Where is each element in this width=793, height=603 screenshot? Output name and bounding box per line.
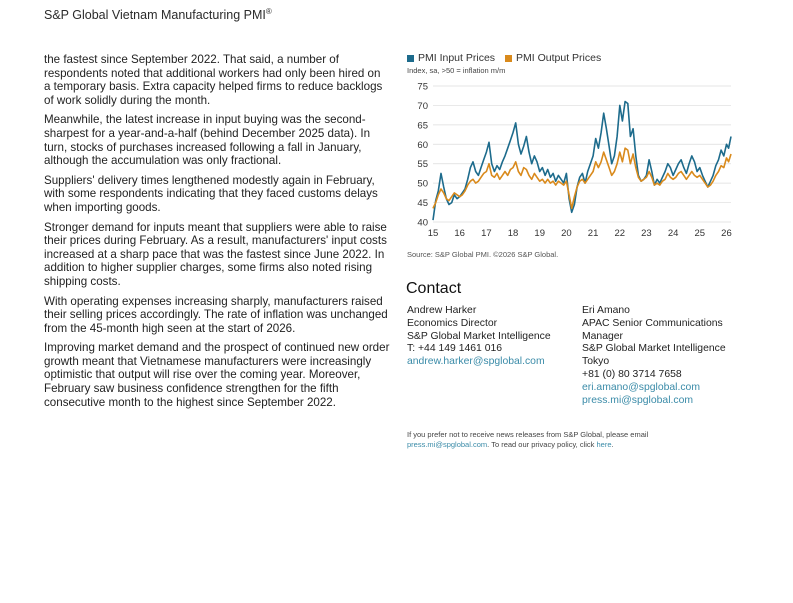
registered-mark: ® (265, 7, 272, 16)
legend-swatch-output (505, 55, 512, 62)
x-tick-label: 24 (667, 228, 679, 239)
x-tick-label: 18 (507, 228, 519, 239)
contact-company: S&P Global Market Intelligence (582, 343, 726, 355)
x-tick-label: 22 (614, 228, 626, 239)
series-line-output-prices (433, 148, 731, 208)
legend-label-output: PMI Output Prices (516, 52, 602, 64)
contact-name: Andrew Harker (407, 305, 477, 316)
chart-source: Source: S&P Global PMI. ©2026 S&P Global. (407, 250, 559, 259)
footnote-text-mid: . To read our privacy policy, click (487, 439, 597, 449)
contact-company: S&P Global Market Intelligence (407, 330, 551, 342)
y-axis-ticks (417, 82, 428, 229)
contact-person-amano (582, 305, 752, 407)
x-tick-label: 16 (454, 228, 465, 239)
legend-swatch-input (407, 55, 414, 62)
y-tick-label: 65 (417, 120, 428, 132)
contact-title-cont: Manager (582, 330, 624, 342)
footnote-email-link[interactable]: press.mi@spglobal.com (407, 439, 488, 449)
x-tick-label: 15 (427, 228, 439, 239)
contact-title: APAC Senior Communications (582, 317, 723, 329)
paragraph: Improving market demand and the prospect of continued new order growth meant that Vietnamese manufacturers were increasingly optimistic that output will rise over the coming year. Moreover, February saw business confidence strengthen for the fifth consecutive month to the highest since September 2022. (44, 341, 390, 409)
x-tick-label: 23 (641, 228, 652, 239)
legend-label-input: PMI Input Prices (418, 52, 496, 64)
y-tick-label: 75 (417, 81, 428, 93)
page-title-text: S&P Global Vietnam Manufacturing PMI (44, 8, 266, 23)
contact-person-harker (407, 305, 577, 369)
x-tick-label: 26 (721, 228, 732, 239)
privacy-policy-link[interactable]: here (596, 439, 612, 449)
paragraph: the fastest since September 2022. That said, a number of respondents noted that additional workers had only been hired on a temporary basis. Extra capacity helped firms to reduce backlogs of work solidly during the month. (44, 53, 383, 107)
paragraph: With operating expenses increasing sharply, manufacturers raised their selling prices accordingly. The rate of inflation was unchanged from the 45-month high seen at the start of 2026. (44, 294, 388, 335)
contact-city: Tokyo (582, 356, 610, 368)
y-tick-label: 60 (417, 139, 428, 151)
paragraph: Suppliers' delivery times lengthened modestly again in February, with some respondents indicating that they faced customs delays when importing goods. (44, 173, 378, 214)
chart-legend (407, 52, 601, 64)
contact-name: Eri Amano (582, 305, 630, 316)
price-index-chart (400, 76, 745, 246)
x-tick-label: 25 (694, 228, 706, 239)
chart-subtitle: Index, sa, >50 = inflation m/m (407, 66, 506, 75)
contact-heading: Contact (406, 280, 462, 297)
contact-title: Economics Director (407, 317, 498, 329)
contact-phone: T: +44 149 1461 016 (407, 343, 503, 355)
y-tick-label: 50 (417, 178, 428, 190)
x-tick-label: 19 (534, 228, 546, 239)
y-tick-label: 70 (417, 100, 428, 112)
y-tick-label: 40 (417, 217, 428, 229)
press-email-link[interactable]: press.mi@spglobal.com (582, 394, 694, 406)
legend-item-output (505, 52, 601, 64)
legend-item-input (407, 52, 495, 64)
chart-grid (433, 86, 731, 222)
footnote (407, 430, 747, 449)
contact-email-link[interactable]: andrew.harker@spglobal.com (407, 356, 545, 368)
page-title (44, 7, 272, 22)
paragraph: Stronger demand for inputs meant that suppliers were able to raise their prices during February. As a result, manufacturers' input costs increased at a sharp pace that was the fastest since June 2022. In addition to higher supplier charges, some firms also noted rising shipping costs. (44, 220, 387, 288)
x-tick-label: 21 (587, 228, 599, 239)
x-axis-ticks (428, 228, 732, 239)
footnote-text-end: . (611, 439, 614, 449)
contact-phone: +81 (0) 80 3714 7658 (582, 368, 682, 380)
contact-email-link[interactable]: eri.amano@spglobal.com (582, 381, 700, 393)
x-tick-label: 20 (561, 228, 572, 239)
paragraph: Meanwhile, the latest increase in input buying was the second-sharpest for a year-and-a-half (behind December 2025 data). In turn, stocks of purchases increased following a fall in January, although the accumulation was only fractional. (44, 113, 371, 168)
y-tick-label: 45 (417, 198, 428, 210)
x-tick-label: 17 (481, 228, 492, 239)
footnote-text: If you prefer not to receive news releases from S&P Global, please email (407, 430, 649, 439)
y-tick-label: 55 (417, 159, 428, 171)
body-text (44, 53, 390, 415)
